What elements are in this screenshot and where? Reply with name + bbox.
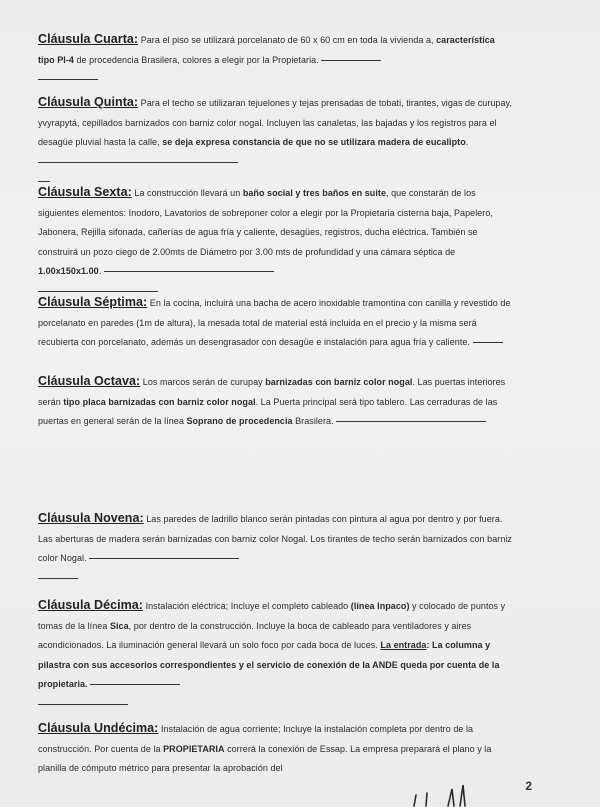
- clause-text-bold: tipo placa barnizadas con barniz color nogal: [63, 396, 256, 407]
- clause-text: . Las puertas interiores serán: [38, 377, 506, 407]
- clause-text: Brasilera.: [292, 416, 334, 426]
- clause-text: Las paredes de ladrillo blanco serán pintadas con pintura al agua por dentro y por fuera. Las aberturas de madera serán barnizadas con barniz color Nogal. Los tirantes de techo serán barnizados con barniz color Nogal.: [38, 514, 512, 563]
- fill-line: [38, 578, 78, 579]
- clause-text: . La Puerta principal será tipo tablero. Las cerraduras de las puertas en general serán de la línea: [38, 396, 498, 426]
- clause-cuarta: [38, 30, 514, 90]
- clause-text: .: [465, 137, 469, 147]
- fill-line: [336, 421, 486, 422]
- clause-quinta: [38, 93, 514, 192]
- fill-line: [473, 342, 503, 343]
- clause-text: Instalación eléctrica; Incluye el completo cableado: [143, 601, 351, 611]
- clause-title: Cláusula Cuarta:: [38, 32, 139, 46]
- fill-line: [38, 162, 238, 163]
- page-number: 2: [525, 779, 532, 793]
- clause-text-bold: : La columna y pilastra con sus accesorios correspondientes y el servicio de conexión de la ANDE queda por cuenta de la propietaria.: [38, 640, 500, 689]
- fill-line: [38, 181, 50, 182]
- clause-title: Cláusula Sexta:: [38, 185, 132, 199]
- clause-octava: [38, 372, 514, 432]
- clause-title: Cláusula Quinta:: [38, 95, 139, 109]
- clause-sexta: [38, 183, 514, 301]
- fill-line: [321, 60, 381, 61]
- clause-text: y colocado de puntos y tomas de la línea: [38, 601, 506, 631]
- fill-line: [90, 684, 180, 685]
- clause-text: Para el techo se utilizaran tejuelones y tejas prensadas de tobati, tirantes, vigas de curupay, yvyrapytá, cepillados barnizados con barniz color nogal. Incluyen las canaletas, las bajadas y los registros para el desagüe pluvial hasta la calle,: [38, 98, 512, 147]
- clause-title: Cláusula Octava:: [38, 374, 141, 388]
- clause-undecima: [38, 719, 514, 779]
- clause-decima: [38, 596, 514, 714]
- clause-text: Instalación de agua corriente; Incluye la instalación completa por dentro de la construcción. Por cuenta de la: [38, 724, 474, 754]
- clause-text: Para el piso se utilizará porcelanato de 60 x 60 cm en toda la vivienda a,: [138, 35, 437, 45]
- fill-line: [38, 291, 158, 292]
- clause-text: correrá la conexión de Essap. La empresa preparará el plano y la planilla de cómputo métrico para presentar la aprobación del: [38, 743, 492, 773]
- fill-line: [89, 558, 239, 559]
- signature-mark: [410, 781, 490, 807]
- clause-title: Cláusula Novena:: [38, 511, 144, 525]
- clause-title: Cláusula Séptima:: [38, 295, 148, 309]
- clause-text: .: [98, 266, 102, 276]
- clause-text: , que constarán de los siguientes elementos: Inodoro, Lavatorios de sobreponer color a elegir por la Propietaria cisterna baja, Papelero, Jabonera, Rejilla sifonada, cañerías de agua fría y caliente, desagües, registros, ducha eléctrica. También se construirá un pozo ciego de 2.00mts de Diámetro por 3.00 mts de profundidad y una cámara séptica de: [38, 188, 493, 257]
- clause-novena: [38, 509, 514, 588]
- clause-text: En la cocina, incluirá una bacha de acero inoxidable tramontina con canilla y revestido de porcelanato en paredes (1m de altura), la mesada total de material está incluida en el precio y la misma será recubierta con porcelanato, además un desengrasador con desagüe e instalación para agua fría y caliente.: [38, 298, 511, 347]
- clause-septima: [38, 293, 514, 353]
- clause-title: Cláusula Décima:: [38, 598, 144, 612]
- fill-line: [38, 704, 128, 705]
- fill-line: [104, 271, 274, 272]
- clause-title: Cláusula Undécima:: [38, 721, 159, 735]
- clause-text-bold: 1.00x150x1.00: [38, 266, 99, 276]
- clause-text-bold: característica tipo PI-4: [38, 35, 495, 65]
- clause-text: , por dentro de la construcción. Incluye la boca de cableado para ventiladores y aires acondicionados. La iluminación general llevará un solo foco por cada boca de luces.: [38, 620, 472, 650]
- clause-text: La construcción llevará un: [131, 188, 243, 198]
- clause-text: Los marcos serán de curupay: [140, 377, 266, 387]
- clause-text-bold: Sica: [109, 620, 129, 631]
- clause-text-bold: Soprano de procedencia: [186, 416, 293, 426]
- clause-text: de procedencia Brasilera, colores a elegir por la Propietaria.: [73, 54, 319, 65]
- clause-text-bold: (línea Inpaco): [350, 601, 410, 611]
- clause-text-underlined: La entrada: [380, 640, 427, 650]
- clause-text-bold: barnizadas con barniz color nogal: [265, 377, 413, 387]
- clause-text-bold: PROPIETARIA: [163, 743, 225, 754]
- clause-text-bold: se deja expresa constancia de que no se utilizara madera de eucalipto: [162, 137, 466, 147]
- clause-text-bold: baño social y tres baños en suite: [242, 188, 387, 198]
- fill-line: [38, 79, 98, 80]
